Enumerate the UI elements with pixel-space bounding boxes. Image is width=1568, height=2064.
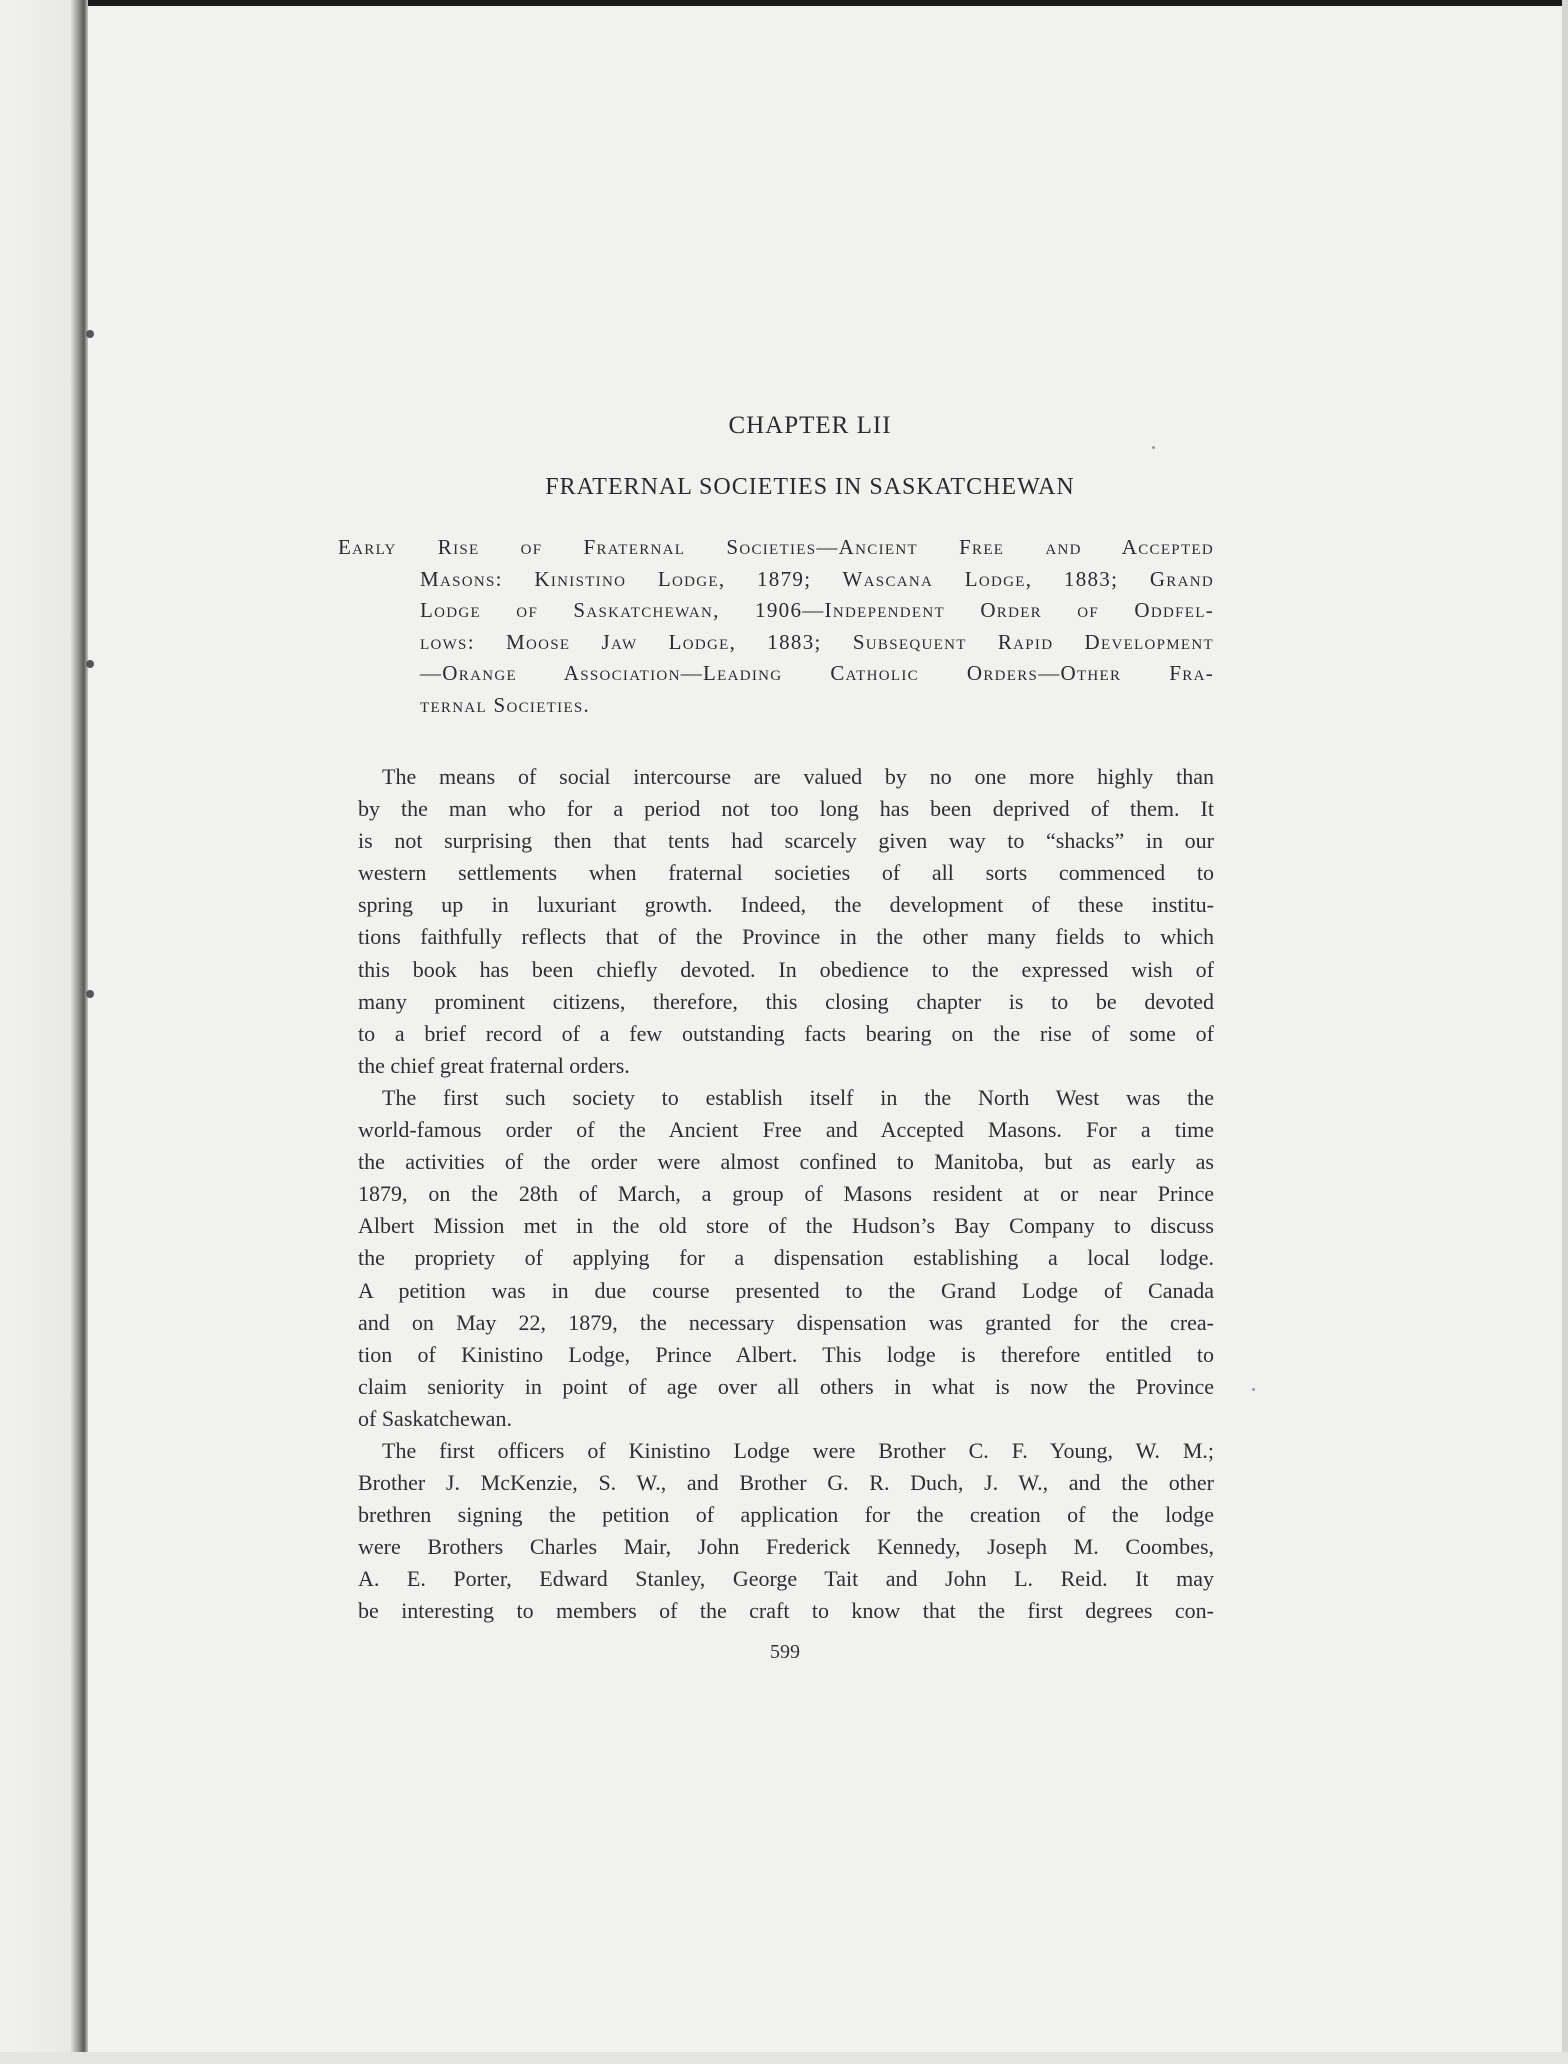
paper-speck	[1152, 446, 1155, 449]
summary-line: lows: Moose Jaw Lodge, 1883; Subsequent Rapid Development	[420, 629, 1214, 654]
text-line: spring up in luxuriant growth. Indeed, the development of these institu-	[358, 892, 1214, 918]
paragraph	[358, 761, 1214, 1082]
chapter-number: CHAPTER LII	[728, 412, 892, 439]
text-line: the activities of the order were almost confined to Manitoba, but as early as	[358, 1149, 1214, 1175]
text-line: 1879, on the 28th of March, a group of Masons resident at or near Prince	[358, 1181, 1214, 1207]
text-line: world-famous order of the Ancient Free and Accepted Masons. For a time	[358, 1117, 1214, 1143]
summary-line: —Orange Association—Leading Catholic Orders—Other Fra-	[420, 661, 1214, 686]
text-line: many prominent citizens, therefore, this closing chapter is to be devoted	[358, 988, 1214, 1014]
text-line: brethren signing the petition of application for the creation of the lodge	[358, 1502, 1214, 1528]
paragraph	[358, 1435, 1214, 1628]
text-line: were Brothers Charles Mair, John Frederick Kennedy, Joseph M. Coombes,	[358, 1534, 1214, 1560]
text-line: tion of Kinistino Lodge, Prince Albert. This lodge is therefore entitled to	[358, 1341, 1214, 1367]
text-line: the propriety of applying for a dispensation establishing a local lodge.	[358, 1245, 1214, 1271]
summary-line: Lodge of Saskatchewan, 1906—Independent Order of Oddfel-	[420, 598, 1214, 623]
binding-mark	[86, 990, 94, 998]
text-line: A petition was in due course presented to the Grand Lodge of Canada	[358, 1277, 1214, 1303]
text-line: claim seniority in point of age over all others in what is now the Province	[358, 1373, 1214, 1399]
text-line: The first officers of Kinistino Lodge were Brother C. F. Young, W. M.;	[382, 1437, 1214, 1463]
page-number: 599	[770, 1641, 800, 1663]
binding-mark	[86, 330, 94, 338]
chapter-title: FRATERNAL SOCIETIES IN SASKATCHEWAN	[545, 474, 1075, 500]
page-right-edge	[1562, 0, 1568, 2064]
summary-line: Early Rise of Fraternal Societies—Ancient Free and Accepted	[338, 535, 1214, 559]
paper-speck	[1252, 1388, 1255, 1391]
summary-line: Masons: Kinistino Lodge, 1879; Wascana Lodge, 1883; Grand	[420, 566, 1214, 591]
page-bottom-edge	[0, 2052, 1568, 2064]
text-line: and on May 22, 1879, the necessary dispensation was granted for the crea-	[358, 1309, 1214, 1335]
text-line: is not surprising then that tents had scarcely given way to “shacks” in our	[358, 828, 1214, 854]
text-line: A. E. Porter, Edward Stanley, George Tait and John L. Reid. It may	[358, 1566, 1214, 1592]
text-line: this book has been chiefly devoted. In obedience to the expressed wish of	[358, 956, 1214, 982]
paragraph	[358, 1082, 1214, 1435]
text-line: of Saskatchewan.	[358, 1405, 512, 1431]
binding-mark	[86, 660, 94, 668]
text-line: be interesting to members of the craft to know that the first degrees con-	[358, 1598, 1214, 1624]
summary-line: ternal Societies.	[420, 692, 591, 717]
text-line: Albert Mission met in the old store of the Hudson’s Bay Company to discuss	[358, 1213, 1214, 1239]
text-line: Brother J. McKenzie, S. W., and Brother G. R. Duch, J. W., and the other	[358, 1470, 1214, 1496]
text-line: tions faithfully reflects that of the Province in the other many fields to which	[358, 924, 1214, 950]
body-text	[358, 761, 1214, 1628]
text-line: western settlements when fraternal societies of all sorts commenced to	[358, 860, 1214, 886]
text-line: to a brief record of a few outstanding facts bearing on the rise of some of	[358, 1020, 1214, 1046]
text-line: the chief great fraternal orders.	[358, 1052, 630, 1078]
text-line: by the man who for a period not too long has been deprived of them. It	[358, 796, 1214, 822]
text-line: The means of social intercourse are valued by no one more highly than	[382, 764, 1214, 789]
book-binding	[0, 0, 88, 2064]
chapter-summary	[338, 532, 1214, 722]
text-line: The first such society to establish itself in the North West was the	[382, 1084, 1214, 1110]
